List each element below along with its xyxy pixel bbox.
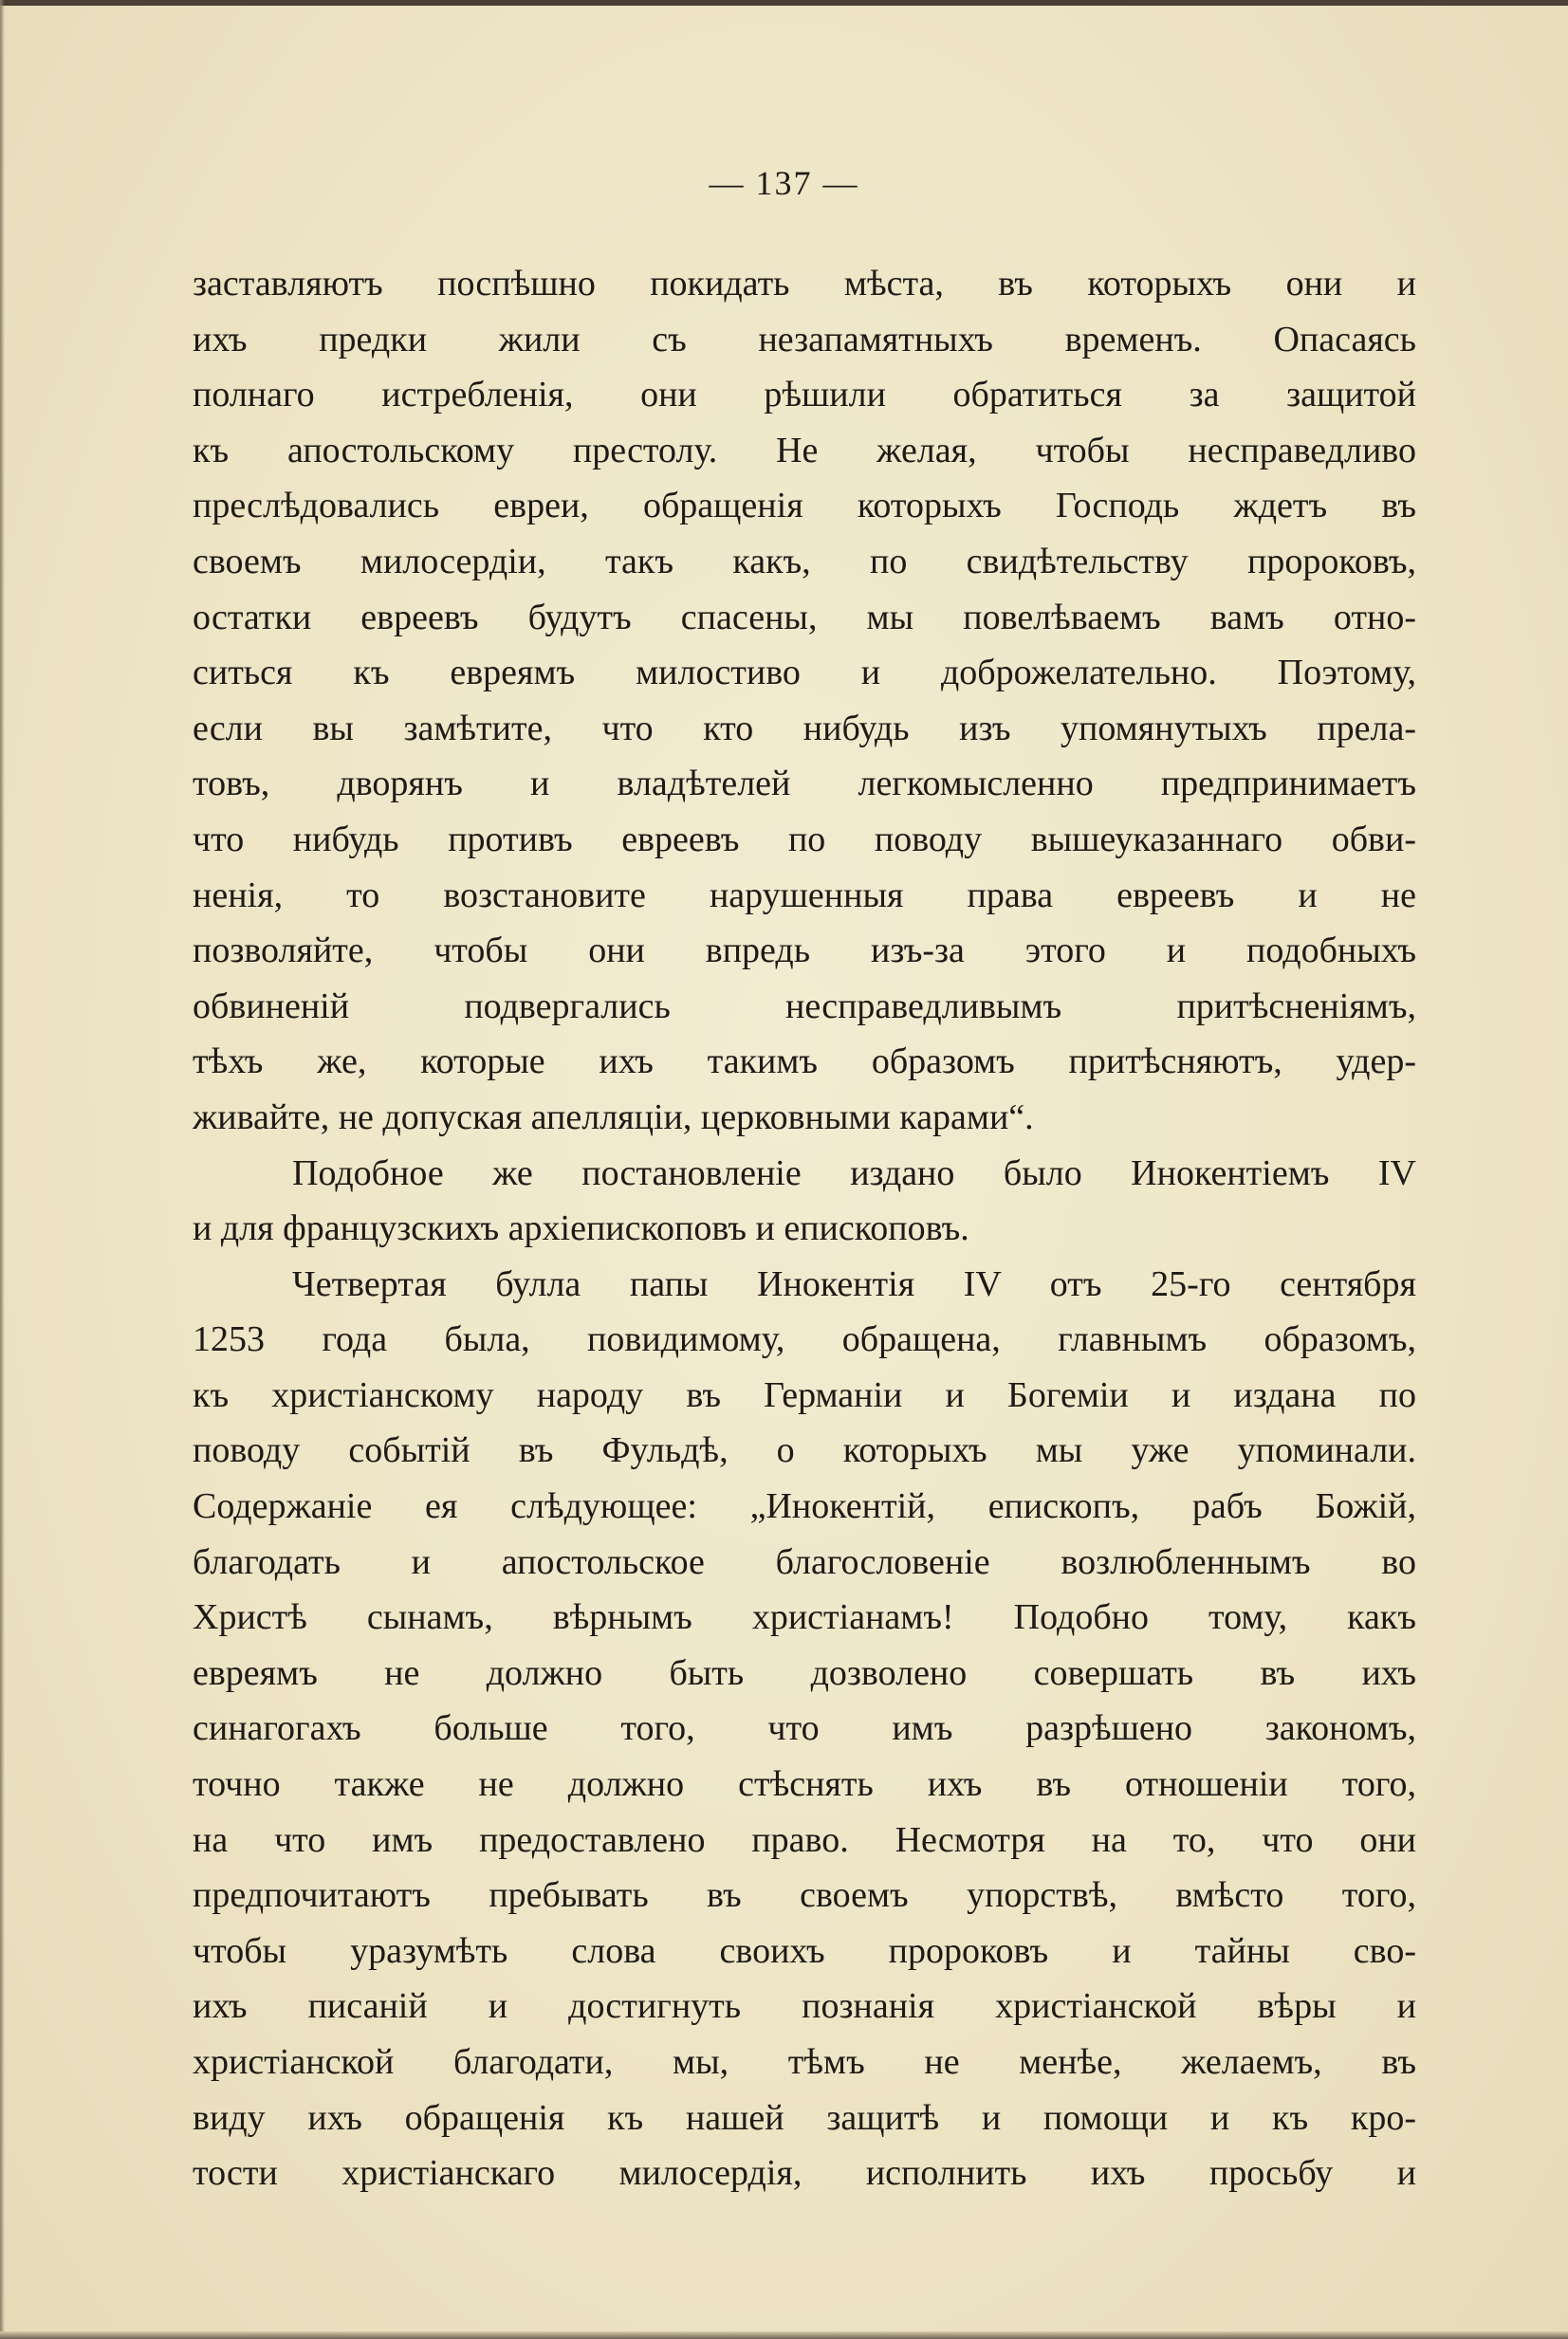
text-line: къ апостольскому престолу. Не желая, чтобы несправедливо bbox=[193, 430, 1416, 470]
text-line: живайте, не допуская апелляціи, церковными карами“. bbox=[193, 1096, 1034, 1137]
text-line: товъ, дворянъ и владѣтелей легкомысленно предпринимаетъ bbox=[193, 764, 1416, 804]
text-line: своемъ милосердіи, такъ какъ, по свидѣтельству пророковъ, bbox=[193, 541, 1416, 581]
text-line: ихъ писаній и достигнуть познанія христіанской вѣры и bbox=[193, 1986, 1416, 2027]
page-number: — 137 — bbox=[709, 164, 859, 202]
text-line: Содержаніе ея слѣдующее: „Инокентій, епископъ, рабъ Божій, bbox=[193, 1486, 1416, 1527]
text-line: остатки евреевъ будутъ спасены, мы повелѣваемъ вамъ отно- bbox=[193, 597, 1416, 637]
page-left-shadow bbox=[0, 0, 5, 2339]
text-line: виду ихъ обращенія къ нашей защитѣ и помощи и къ кро- bbox=[193, 2097, 1416, 2138]
text-line: что нибудь противъ евреевъ по поводу вышеуказаннаго обви- bbox=[193, 819, 1416, 859]
body-text bbox=[193, 256, 1416, 2201]
text-line: полнаго истребленія, они рѣшили обратиться за защитой bbox=[193, 375, 1416, 415]
text-line: Христѣ сынамъ, вѣрнымъ христіанамъ! Подобно тому, какъ bbox=[193, 1597, 1416, 1638]
text-line: поводу событій въ Фульдѣ, о которыхъ мы уже упоминали. bbox=[193, 1430, 1416, 1471]
paragraph-start-line: Подобное же постановленіе издано было Инокентіемъ IV bbox=[292, 1152, 1416, 1193]
text-line: если вы замѣтите, что кто нибудь изъ упомянутыхъ прела- bbox=[193, 708, 1416, 748]
text-line: тѣхъ же, которые ихъ такимъ образомъ притѣсняютъ, удер- bbox=[193, 1041, 1416, 1082]
paragraph-start-line: Четвертая булла папы Инокентія IV отъ 25-го сентября bbox=[292, 1263, 1416, 1304]
text-line: ненія, то возстановите нарушенныя права евреевъ и не bbox=[193, 875, 1416, 915]
text-line: 1253 года была, повидимому, обращена, главнымъ образомъ, bbox=[193, 1319, 1416, 1360]
text-line: чтобы уразумѣть слова своихъ пророковъ и тайны сво- bbox=[193, 1930, 1416, 1971]
text-line: заставляютъ поспѣшно покидать мѣста, въ которыхъ они и bbox=[193, 264, 1416, 304]
page-top-edge bbox=[0, 0, 1568, 6]
text-line: тости христіанскаго милосердія, исполнить ихъ просьбу и bbox=[193, 2153, 1416, 2194]
text-line: евреямъ не должно быть дозволено совершать въ ихъ bbox=[193, 1652, 1416, 1693]
text-line: благодать и апостольское благословеніе возлюбленнымъ во bbox=[193, 1541, 1416, 1582]
text-line: позволяйте, чтобы они впредь изъ-за этого и подобныхъ bbox=[193, 930, 1416, 971]
text-line: ситься къ евреямъ милостиво и доброжелательно. Поэтому, bbox=[193, 653, 1416, 693]
text-line: предпочитаютъ пребывать въ своемъ упорствѣ, вмѣсто того, bbox=[193, 1875, 1416, 1916]
text-line: къ христіанскому народу въ Германіи и Богеміи и издана по bbox=[193, 1374, 1416, 1415]
text-line: и для французскихъ архіепископовъ и епископовъ. bbox=[193, 1208, 969, 1249]
page-bottom-edge bbox=[0, 2331, 1568, 2339]
text-line: точно также не должно стѣснять ихъ въ отношеніи того, bbox=[193, 1764, 1416, 1805]
text-line: на что имъ предоставлено право. Несмотря на то, что они bbox=[193, 1819, 1416, 1860]
text-line: преслѣдовались евреи, обращенія которыхъ Господь ждетъ въ bbox=[193, 486, 1416, 526]
text-line: обвиненій подвергались несправедливымъ притѣсненіямъ, bbox=[193, 985, 1416, 1026]
text-line: христіанской благодати, мы, тѣмъ не менѣе, желаемъ, въ bbox=[193, 2042, 1416, 2082]
text-line: ихъ предки жили съ незапамятныхъ временъ. Опасаясь bbox=[193, 319, 1416, 359]
text-line: синагогахъ больше того, что имъ разрѣшено закономъ, bbox=[193, 1708, 1416, 1749]
